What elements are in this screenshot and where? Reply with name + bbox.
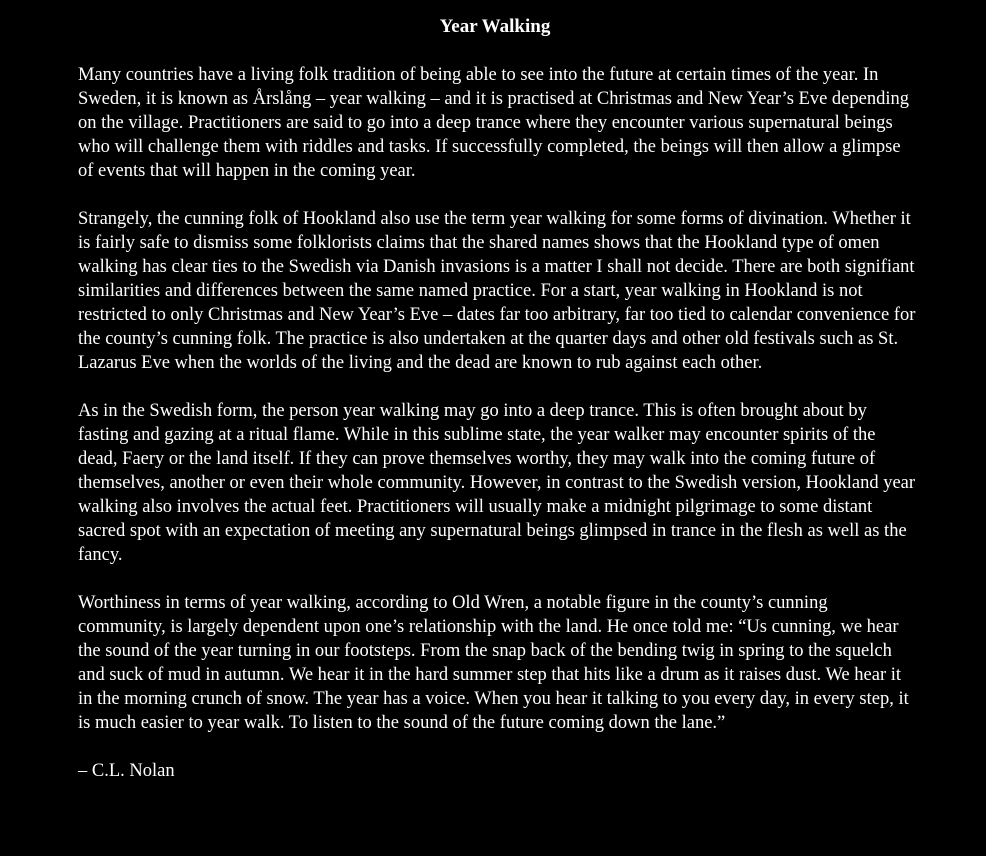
paragraph-2: Strangely, the cunning folk of Hookland also use the term year walking for some forms of divination. Whether it is fairly safe to dismiss some folklorists claims that the shared names shows that the Hookland type of omen walking has clear ties to the Swedish via Danish invasions is a matter I shall not decide. There are both signifiant similarities and differences between the same named practice. For a start, year walking in Hookland is not restricted to only Christmas and New Year’s Eve – dates far too arbitrary, far too tied to calendar convenience for the county’s cunning folk. The practice is also undertaken at the quarter days and other old festivals such as St. Lazarus Eve when the worlds of the living and the dead are known to rub against each other.: [78, 209, 916, 373]
paragraph-1: Many countries have a living folk tradition of being able to see into the future at certain times of the year. In Sweden, it is known as Årslång – year walking – and it is practised at Christmas and New Year’s Eve depending on the village. Practitioners are said to go into a deep trance where they encounter various supernatural beings who will challenge them with riddles and tasks. If successfully completed, the beings will then allow a glimpse of events that will happen in the coming year.: [78, 65, 909, 181]
document-body: [78, 63, 916, 783]
document-title: Year Walking: [439, 16, 551, 37]
paragraph-3: As in the Swedish form, the person year walking may go into a deep trance. This is often brought about by fasting and gazing at a ritual flame. While in this sublime state, the year walker may encounter spirits of the dead, Faery or the land itself. If they can prove themselves worthy, they may walk into the coming future of themselves, another or even their whole community. However, in contrast to the Swedish version, Hookland year walking also involves the actual feet. Practitioners will usually make a midnight pilgrimage to some distant sacred spot with an expectation of meeting any supernatural beings glimpsed in trance in the flesh as well as the fancy.: [78, 401, 916, 565]
author-signature: – C.L. Nolan: [78, 761, 175, 781]
paragraph-4: Worthiness in terms of year walking, according to Old Wren, a notable figure in the county’s cunning community, is largely dependent upon one’s relationship with the land. He once told me: “Us cunning, we hear the sound of the year turning in our footsteps. From the snap back of the bending twig in spring to the squelch and suck of mud in autumn. We hear it in the hard summer step that hits like a drum as it raises dust. We hear it in the morning crunch of snow. The year has a voice. When you hear it talking to you every day, in every step, it is much easier to year walk. To listen to the sound of the future coming down the lane.”: [78, 593, 909, 733]
